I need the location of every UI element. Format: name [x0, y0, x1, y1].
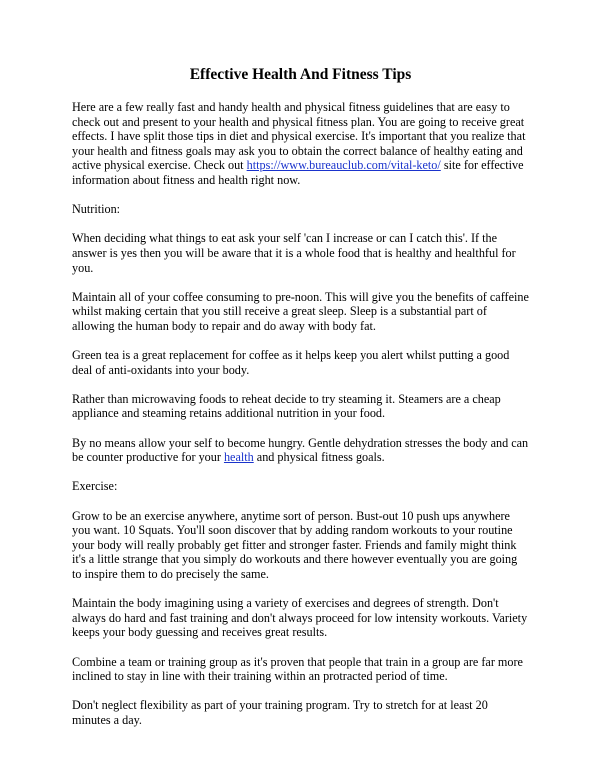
- exercise-paragraph-group: Combine a team or training group as it's proven that people that train in a group are far more inclined to stay in line with their training within an protracted period of time.: [72, 654, 523, 684]
- exercise-paragraph-variety: Maintain the body imagining using a variety of exercises and degrees of strength. Don't always do hard and fast training and don't always proceed for low intensity workouts. Variety keeps your body guessing and receives great results.: [72, 596, 528, 640]
- nutrition-paragraph-hunger: [72, 436, 529, 465]
- nutrition-paragraph-steaming: Rather than microwaving foods to reheat decide to try steaming it. Steamers are a cheap appliance and steaming retains additional nutrition in your food.: [72, 391, 501, 421]
- hunger-text-after-link: and physical fitness goals.: [253, 450, 385, 465]
- hunger-text-before-link: By no means allow your self to become hungry. Gentle dehydration stresses the body and can be counter productive for your: [72, 435, 529, 465]
- exercise-heading: Exercise:: [72, 479, 118, 494]
- intro-text-before-link: Here are a few really fast and handy health and physical fitness guidelines that are easy to check out and present to your health and physical fitness plan. You are going to receive great effects. I have split those tips in diet and physical exercise. It's important that you realize that your health and fitness goals may ask you to obtain the correct balance of healthy eating and active physical exercise. Check out: [72, 100, 526, 173]
- nutrition-heading: Nutrition:: [72, 202, 121, 217]
- exercise-paragraph-anywhere: Grow to be an exercise anywhere, anytime sort of person. Bust-out 10 push ups anywhere you want. 10 Squats. You'll soon discover that by adding random workouts to your routine your body will really probably get fitter and stronger faster. Friends and family might think it's a little strange that you simply do workouts and there however eventually you are going to inspire them to do precisely the same.: [72, 508, 518, 581]
- nutrition-paragraph-coffee: Maintain all of your coffee consuming to pre-noon. This will give you the benefits of caffeine whilst making certain that you still receive a great sleep. Sleep is a substantial part of allowing the human body to repair and do away with body fat.: [72, 289, 529, 333]
- health-link[interactable]: health: [223, 450, 254, 465]
- nutrition-paragraph-whole-food: When deciding what things to eat ask your self 'can I increase or can I catch this'. If the answer is yes then you will be aware that it is a whole food that is healthy and healthful for you.: [72, 231, 516, 275]
- intro-paragraph: [72, 100, 529, 188]
- intro-text-after-link: site for effective information about fitness and health right now.: [72, 158, 524, 187]
- exercise-paragraph-flexibility: Don't neglect flexibility as part of your training program. Try to stretch for at least 20 minutes a day.: [72, 698, 488, 727]
- vital-keto-link[interactable]: https://www.bureauclub.com/vital-keto/: [246, 158, 441, 173]
- document-title: Effective Health And Fitness Tips: [189, 66, 412, 83]
- nutrition-paragraph-green-tea: Green tea is a great replacement for coffee as it helps keep you alert whilst putting a good deal of anti-oxidants into your body.: [72, 348, 510, 377]
